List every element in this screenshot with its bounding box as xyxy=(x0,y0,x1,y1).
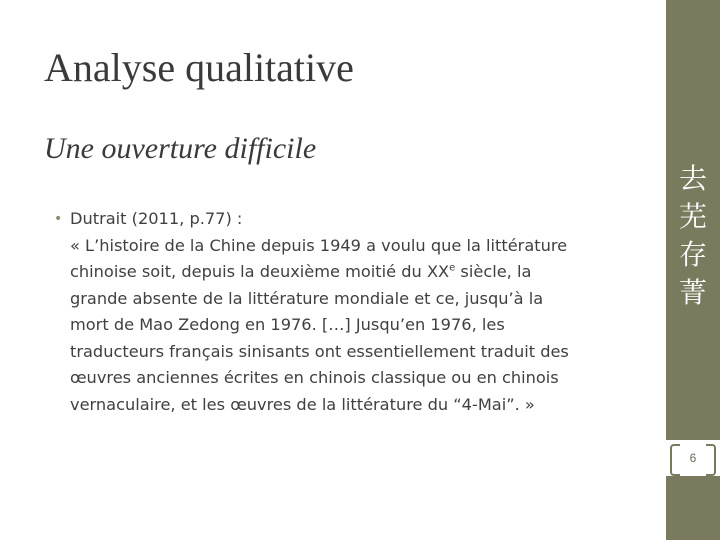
bullet-item xyxy=(52,206,632,418)
slide-subtitle: Une ouverture difficile xyxy=(44,132,317,165)
page-number: 6 xyxy=(689,451,697,465)
quote-line-1: « L’histoire de la Chine depuis 1949 a voulu que la littérature xyxy=(70,235,568,255)
quote-line-6: œuvres anciennes écrites en chinois classique ou en chinois xyxy=(70,368,559,387)
chinese-char-2: 芜 xyxy=(678,200,707,233)
chinese-char-1: 去 xyxy=(678,162,707,195)
citation-source: Dutrait (2011, p.77) : xyxy=(70,209,243,228)
quote-line-5: traducteurs français sinisants ont essentiellement traduit des xyxy=(70,341,569,361)
quote-line-4: mort de Mao Zedong en 1976. […] Jusqu’en 1976, les xyxy=(70,315,505,334)
slide-title: Analyse qualitative xyxy=(44,45,354,90)
chinese-char-3: 存 xyxy=(678,238,707,271)
quote-line-2-tail: siècle, la xyxy=(455,262,532,281)
bullet-icon: • xyxy=(54,211,63,227)
quote-line-2-text: chinoise soit, depuis la deuxième moitié du XX xyxy=(70,262,450,281)
quote-line-3: grande absente de la littérature mondiale et ce, jusqu’à la xyxy=(70,288,544,308)
vertical-chinese-text xyxy=(666,160,720,312)
quote-line-7: vernaculaire, et les œuvres de la littérature du “4-Mai”. » xyxy=(70,394,535,414)
century-superscript: e xyxy=(449,262,456,274)
chinese-char-4: 菁 xyxy=(678,276,707,309)
quote-line-2 xyxy=(70,259,632,286)
bullet-list xyxy=(52,206,632,418)
page-number-box xyxy=(666,440,720,476)
